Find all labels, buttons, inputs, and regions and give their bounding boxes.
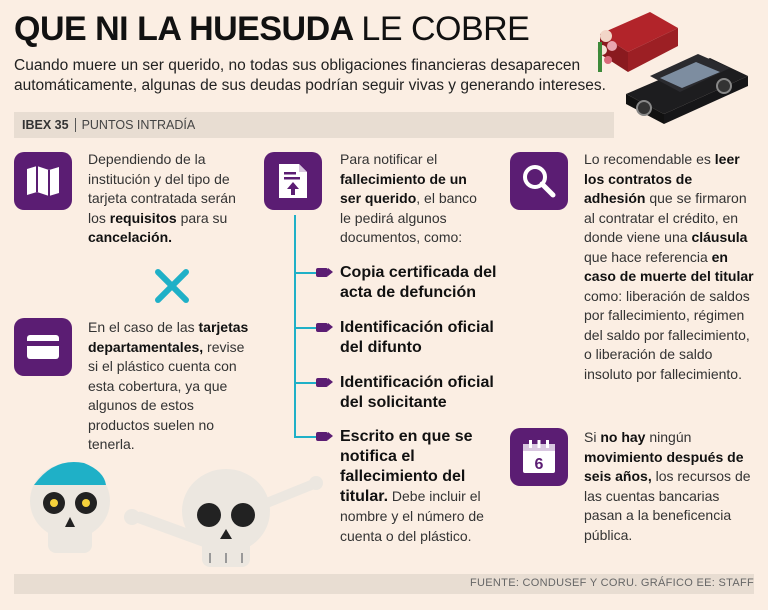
title-light: LE COBRE: [361, 10, 530, 48]
document-upload-icon: [264, 152, 322, 210]
col1-block2: En el caso de las tarjetas departamentales, revise si el plástico cuenta con esta cobertura, ya que algunos de estos productos suelen no tenerla.: [88, 319, 249, 452]
map-icon: [14, 152, 72, 210]
col3-block1: Lo recomendable es leer los contratos de adhesión que se firmaron al contratar el crédito, en donde viene una cláusula que hace referencia en caso de muerte del titular como: liberación de saldos por fallecimiento, régimen del saldo por fallecimiento, o liberación de saldo insoluto por fallecimiento.: [584, 151, 754, 382]
bullet-marker: [316, 378, 328, 387]
cross-icon: [152, 268, 192, 304]
skull-icon: [14, 455, 334, 575]
magnifier-icon: [510, 152, 568, 210]
calendar-number: 6: [534, 456, 544, 473]
calendar-icon: [510, 428, 568, 486]
bullet-marker: [316, 268, 328, 277]
source-note: FUENTE: CONDUSEF Y CORU. GRÁFICO EE: STAFF: [470, 577, 754, 589]
title-bold: QUE NI LA HUESUDA: [14, 10, 353, 48]
connector-branch: [294, 327, 316, 329]
hearse-icon: [620, 36, 754, 128]
bar-label-bold: IBEX 35: [22, 118, 69, 132]
bar-label: PUNTOS INTRADÍA: [81, 118, 196, 132]
connector-branch: [294, 272, 316, 274]
subtitle: Cuando muere un ser querido, no todas sus obligaciones financieras desaparecen automáticamente, algunas de sus deudas podrían seguir vivas y generando intereses.: [14, 57, 606, 94]
bullet-item: Copia certificada del acta de defunción: [340, 264, 497, 301]
bullet-item: Identificación oficial del difunto: [340, 319, 494, 356]
connector-line: [294, 215, 296, 437]
connector-branch: [294, 436, 316, 438]
bullet-item-last: Escrito en que se notifica el fallecimiento del titular. Debe incluir el nombre y el número de cuenta o del plástico.: [340, 428, 484, 544]
col3-block2: Si no hay ningún movimiento después de seis años, los recursos de las cuentas bancarias pasan a la beneficencia pública.: [584, 429, 751, 543]
index-bar: [14, 112, 614, 138]
bullet-marker: [316, 432, 328, 441]
card-icon: [14, 318, 72, 376]
col2-intro: Para notificar el fallecimiento de un ser querido, el banco le pedirá algunos documentos, como:: [340, 151, 477, 245]
bar-separator: [75, 118, 76, 132]
col1-block1: Dependiendo de la institución y del tipo de tarjeta contratada serán los requisitos para su cancelación.: [88, 151, 236, 245]
page-title: [14, 10, 529, 49]
connector-branch: [294, 382, 316, 384]
bullet-marker: [316, 323, 328, 332]
bullet-item: Identificación oficial del solicitante: [340, 374, 494, 411]
